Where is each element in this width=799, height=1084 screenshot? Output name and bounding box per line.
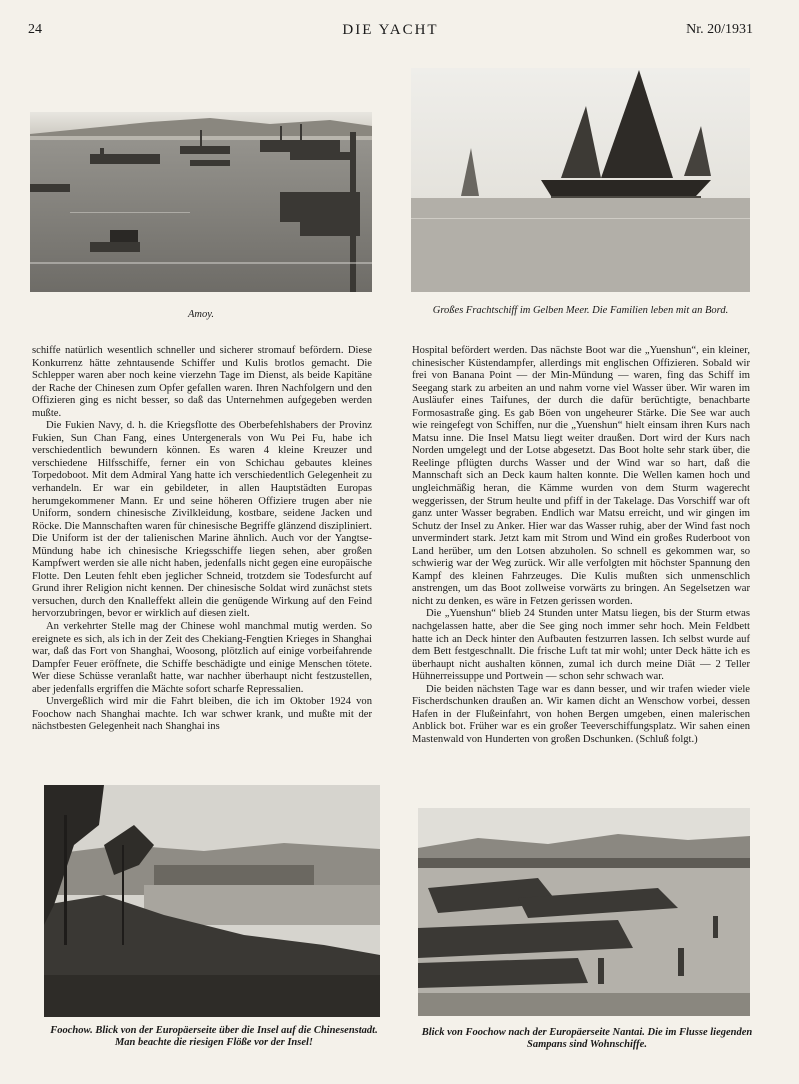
- magazine-title: DIE YACHT: [342, 22, 439, 38]
- article-paragraph: Unvergeßlich wird mir die Fahrt bleiben, die ich im Oktober 1924 von Foochow nach Shanghai machte. Ich war schwer krank, und mußte mit der nächstbesten Gelegenheit nach Shanghai ins: [32, 696, 372, 733]
- foochow-island-image: [44, 785, 380, 1017]
- photo-foochow-nantai: [418, 808, 750, 1016]
- caption-amoy: Amoy.: [188, 309, 214, 320]
- article-paragraph: Die „Yuenshun“ blieb 24 Stunden unter Matsu liegen, bis der Sturm etwas nachgelassen hatte, aber die See ging noch immer sehr hoch. Mein Feldbett hatte ich an Deck hinter den Aufbauten festzurren lassen. Ich selbst wurde auf dem Bett festgeschnallt. Die frische Luft tat mir wohl; unter Deck hätte ich es überhaupt nicht aushalten können, zumal ich durch meine Diät — 2 Teller Hühnerreissuppe und Portwein — schon sehr schwach war.: [412, 608, 750, 683]
- article-paragraph: schiffe natürlich wesentlich schneller und sicherer stromauf befördern. Diese Konkurrenz hätte zehntausende Schiffer und Kulis brotlos gemacht. Die Schlepper waren aber noch keine vierzehn Tage im Dienst, als beide Kapitäne der Rache der Chinesen zum Opfer gefallen waren. Ihren Nachfolgern und den Offizieren ging es nicht besser, so daß das Unternehmen aufgegeben werden mußte.: [32, 345, 372, 419]
- foochow-nantai-image: [418, 808, 750, 1016]
- photo-foochow-island: [44, 785, 380, 1017]
- article-paragraph: Hospital befördert werden. Das nächste Boot war die „Yuenshun“, ein kleiner, chinesischer Küstendampfer, allerdings mit englischen Offizieren. Sobald wir frei von Banana Point — der Min-Mündung — waren, fing das Schiff im Seegang stark zu arbeiten an und nahm vorne viel Wasser über. Wir waren im Ausläufer eines Taifunes, der durch die dafür berüchtigte, benachbarte Formosastraße ging. Es gab Böen von ungeheurer Stärke. Die See war auch wie reingefegt von Schiffen, nur die „Yuenshun“ hielt einsam ihren Kurs nach Matsu inne. Die Insel Matsu liegt weiter draußen. Dort wird der Kurs nach Norden umgelegt und der Lotse abgesetzt. Das Boot holte sehr stark über, die Reelinge pflügten durchs Wasser und der Wind war so hart, daß die Mannschaft sich an Deck kaum halten konnte. Die Wellen kamen hoch und ungleichmäßig heran, die Kämme wurden von dem Sturm wagerecht weggerissen, der Strum heulte und pfiff in der Takelage. Das Vorschiff war oft ganz unter Wasser begraben. Endlich war Matsu erreicht, und wir gingen im Schutz der Insel zu Anker. Hier war das Wasser ruhig, aber der Wind fast noch unvermindert stark. Jetzt kam mit Strom und Wind ein großes Ruderboot von Land herüber, um den Lotsen abzuholen. So schnell es gekommen war, so schwierig war der Weg zurück. Wir alle verfolgten mit höchster Spannung den Kampf des kleinen Fahrzeuges. Die Kulis mußten sich unmenschlich anstrengen, um das Boot zollweise vorwärts zu bringen. An Segelsetzen war nicht zu denken, es wäre in Fetzen gerissen worden.: [412, 345, 750, 607]
- page-header: [28, 22, 753, 42]
- article-paragraph: An verkehrter Stelle mag der Chinese wohl manchmal mutig werden. So ereignete es sich, als ich in der Zeit des Chekiang-Fengtien Krieges in Shanghai war, daß das Fort von Shanghai, Woosong, plötzlich auf einige vorbeifahrende Dampfer Feuer eröffnete, die Schiffe beschädigte und einige Menschen tötete. Wer diese Schüsse veranlaßt hatte, war nachher überhaupt nicht festzustellen, aber jedenfalls ergriffen die Mächte sofort scharfe Repressalien.: [32, 621, 372, 695]
- page-number: 24: [28, 22, 42, 37]
- issue-number: Nr. 20/1931: [686, 22, 753, 37]
- article-column-right: [412, 345, 750, 747]
- article-column-left: [32, 345, 372, 734]
- amoy-harbor-image: [30, 112, 372, 292]
- article-paragraph: Die Fukien Navy, d. h. die Kriegsflotte des Oberbefehlshabers der Provinz Fukien, Sun Chan Fang, eines Untergenerals von Wu Pei Fu, habe ich verschiedentlich bewundern können. Es waren 4 kleine Kreuzer und verschiedene Hilfsschiffe, ferner ein von Schichau gebautes kleines Torpedoboot. Mit dem Admiral Yang hatte ich verschiedentlich Gelegenheit zu verhandeln. Er war ein gebildeter, in allen Hauptstädten Europas herumgekommener Mann. Er und seine höheren Offiziere trugen aber nie Uniform, sondern chinesische Zivilkleidung, kostbare, seidene Jacken und Röcke. Die Mannschaften waren für chinesische Begriffe glänzend diszipliniert. Die Uniform ist der der talienischen Marine ähnlich. Auch vor der Yangtse-Mündung habe ich chinesische Kriegsschiffe liegen sehen, aber großen Kampfwert werden sie alle nicht haben, jedenfalls nicht gegen eine europäische Flotte. Den Leuten fehlt eben jeglicher Schneid, trotzdem sie Todesfurcht auf Grund ihrer Religion nicht kennen. Der chinesische Soldat wird zunächst stets versuchen, durch den Knalleffekt allein die genügende Wirkung auf den Feind hervorzubringen, bevor er wirklich auf diesen zielt.: [32, 420, 372, 620]
- caption-foochow-island: Foochow. Blick von der Europäerseite über die Insel auf die Chinesenstadt. Man beachte die riesigen Flöße vor der Insel!: [50, 1025, 378, 1048]
- article-paragraph: Die beiden nächsten Tage war es dann besser, und wir trafen wieder viele Fischerdschunken draußen an. Wir kamen dicht an Wenschow vorbei, dessen Hafen in der Flußeinfahrt, von hohen Bergen umgeben, einen malerischen Anblick bot. Früher war es ein großer Teeverschiffungsplatz. Wir sahen einen Mastenwald von Hunderten von großen Dschunken. (Schluß folgt.): [412, 683, 750, 745]
- caption-foochow-nantai: Blick von Foochow nach der Europäerseite Nantai. Die im Flusse liegenden Sampans sind Wohnschiffe.: [421, 1027, 753, 1050]
- caption-junk: Großes Frachtschiff im Gelben Meer. Die Familien leben mit an Bord.: [432, 305, 729, 316]
- junk-image: [411, 68, 750, 292]
- photo-junk: [411, 68, 750, 292]
- photo-amoy-harbor: [30, 112, 372, 292]
